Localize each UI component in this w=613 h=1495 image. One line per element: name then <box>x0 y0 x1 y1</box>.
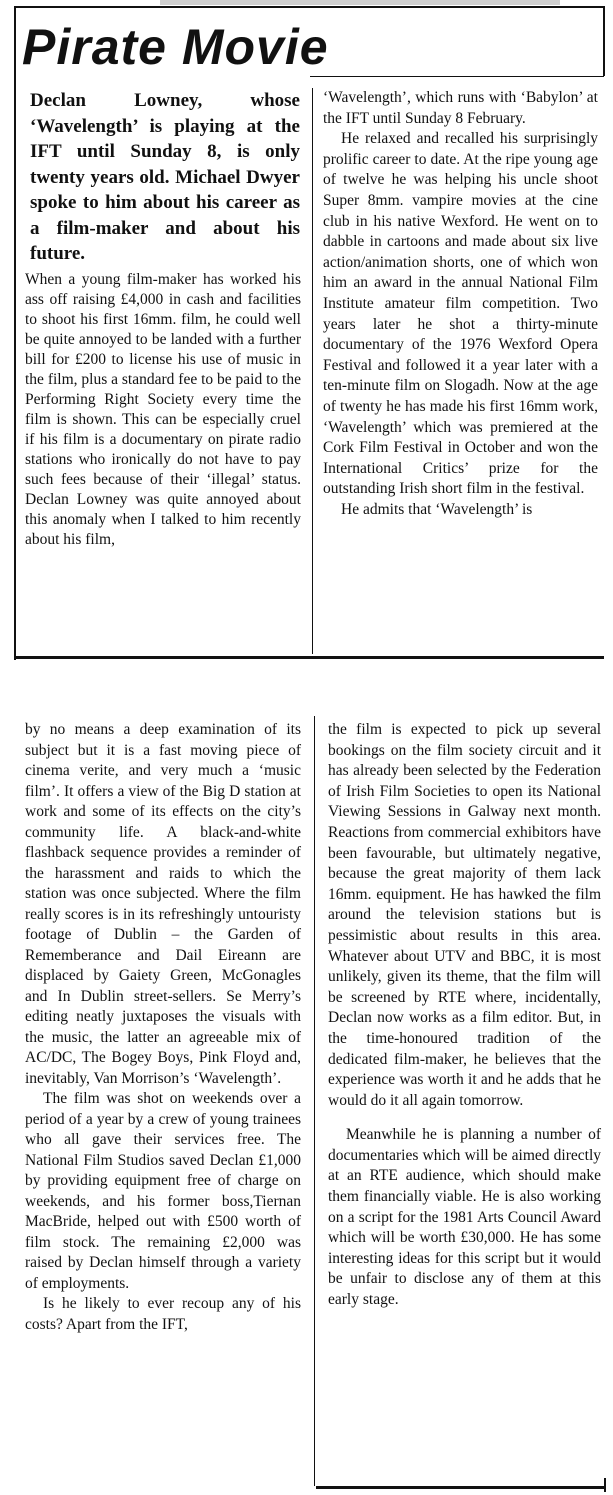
column-2-paragraph-3: He admits that ‘Wavelength’ is <box>341 500 533 518</box>
headline: Pirate Movie <box>22 19 329 75</box>
right-frame-rule <box>603 6 605 76</box>
column-3-paragraph-2: The film was shot on weekends over a period of a year by a crew of young trainees who all gave their services free. The National Film Studios saved Declan £1,000 by providing equipment free of charge on weekends, and his former boss,Tiernan MacBride, helped out with £500 worth of film stock. The remaining £2,000 was raised by Declan himself through a variety of employments. <box>25 1090 301 1292</box>
bottom-right-frame <box>604 1478 606 1492</box>
column-4-paragraph-2: Meanwhile he is planning a number of documentaries which will be aimed directly at an RTE audience, which should make them financially viable. He is also working on a script for the 1981 Arts Council Award which will be worth £30,000. He has some interesting ideas for this script but it would be unfair to disclose any of them at this early stage. <box>328 1126 601 1309</box>
column-1-paragraph: When a young film-maker has worked his ass off raising £4,000 in cash and facilities to shoot his first 16mm. film, he could well be quite annoyed to be landed with a further bill for £200 to license his use of music in the film, plus a standard fee to be paid to the Performing Right Society every time the film is shown. This can be especially cruel if his film is a documentary on pirate radio stations who ironically do not have to pay such fees because of their ‘illegal’ status. Declan Lowney was quite annoyed about this anomaly when I talked to him recently about his film, <box>25 271 301 548</box>
left-frame-rule <box>14 6 16 660</box>
bottom-right-rule <box>316 1486 606 1489</box>
mid-rule <box>14 656 604 659</box>
column-2-paragraph-1: ‘Wavelength’, which runs with ‘Babylon’ at the IFT until Sunday 8 February. <box>323 89 598 127</box>
headline-underline <box>310 76 604 77</box>
column-2-paragraph-2: He relaxed and recalled his surprisingly prolific career to date. At the ripe young age of twelve he was helping his uncle shoot Super 8mm. vampire movies at the cine club in his native Wexford. He went on to dabble in cartoons and made about six live action/animation shorts, one of which won him an award in the annual National Film Institute amateur film competition. Two years later he shot a thirty-minute documentary of the 1976 Wexford Opera Festival and followed it a year later with a ten-minute film on Slogadh. Now at the age of twenty he has made his first 16mm work, ‘Wavelength’ which was premiered at the Cork Film Festival in October and won the International Critics’ prize for the outstanding Irish short film in the festival. <box>323 130 598 498</box>
column-4 <box>328 720 601 1311</box>
top-clipping-edge <box>160 0 560 5</box>
column-3-paragraph-3: Is he likely to ever recoup any of his costs? Apart from the IFT, <box>25 1295 301 1333</box>
column-3-paragraph-1: by no means a deep examination of its subject but it is a fast moving piece of cinema verite, and very much a ‘music film’. It offers a view of the Big D station at work and some of its effects on the city’s community life. A black-and-white flashback sequence provides a reminder of the harassment and raids to which the station was once subjected. Where the film really scores is in its refreshingly untouristy footage of Dublin – the Garden of Rememberance and Dail Eireann are displaced by Gaiety Green, McGonagles and In Dublin street-sellers. Se Merry’s editing neatly juxtaposes the visuals with the music, the latter an agreeable mix of AC/DC, The Bogey Boys, Pink Floyd and, inevitably, Van Morrison’s ‘Wavelength’. <box>25 721 301 1087</box>
standfirst <box>30 88 300 267</box>
upper-column-divider <box>312 88 313 654</box>
lower-column-divider <box>314 716 315 1486</box>
standfirst-text: Declan Lowney, whose ‘Wavelength’ is playing at the IFT until Sunday 8, is only twenty years old. Michael Dwyer spoke to him about his career as a film-maker and about his future. <box>30 90 300 264</box>
column-4-paragraph-1: the film is expected to pick up several bookings on the film society circuit and it has already been selected by the Federation of Irish Film Societies to open its National Viewing Sessions in Galway next month. Reactions from commercial exhibitors have been favourable, but ultimately negative, because the great majority of them lack 16mm. equipment. He has hawked the film around the television stations but is pessimistic about results in this area. Whatever about UTV and BBC, it is most unlikely, given its theme, that the film will be screened by RTE where, incidentally, Declan now works as a film editor. But, in the time-honoured tradition of the dedicated film-maker, he believes that the experience was worth it and he adds that he would do it all again tomorrow. <box>328 721 601 1109</box>
column-3 <box>25 720 301 1335</box>
top-rule <box>14 6 604 8</box>
column-2 <box>323 88 598 520</box>
column-1 <box>25 270 301 550</box>
